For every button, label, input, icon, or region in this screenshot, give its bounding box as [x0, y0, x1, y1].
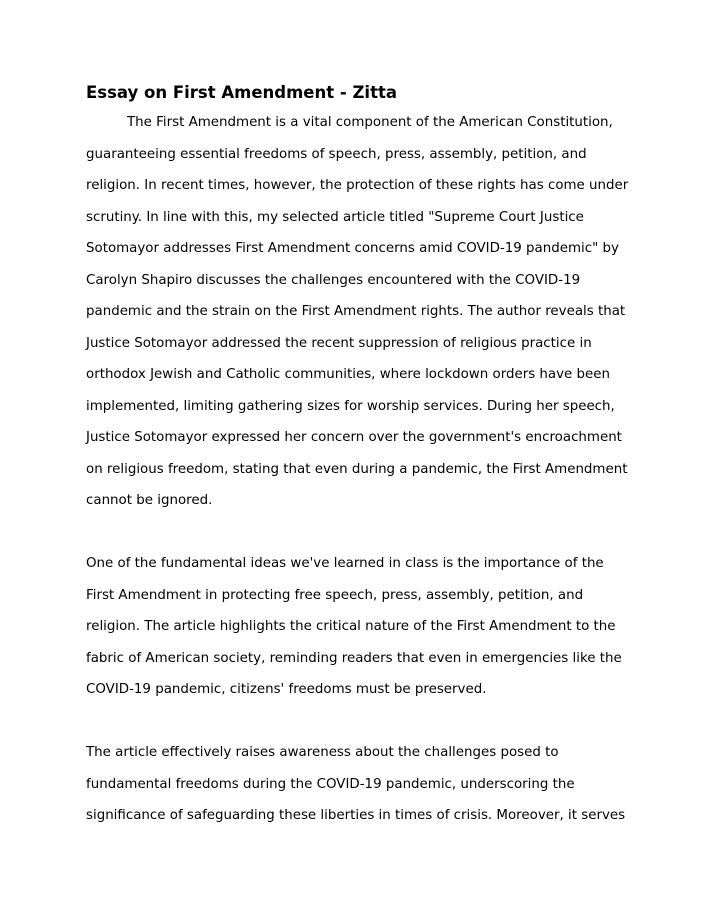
paragraph-spacer: [86, 706, 646, 738]
text-line: The article effectively raises awareness about the challenges posed to: [86, 745, 559, 760]
text-line: on religious freedom, stating that even during a pandemic, the First Amendment: [86, 461, 628, 477]
text-line: orthodox Jewish and Catholic communities, where lockdown orders have been: [86, 367, 611, 382]
text-line: implemented, limiting gathering sizes for worship services. During her speech,: [86, 398, 615, 414]
text-line: fabric of American society, reminding readers that even in emergencies like the: [86, 650, 622, 666]
text-line: guaranteeing essential freedoms of speech, press, assembly, petition, and: [86, 146, 587, 162]
text-line: COVID-19 pandemic, citizens' freedoms must be preserved.: [86, 682, 487, 697]
text-line: One of the fundamental ideas we've learned in class is the importance of the: [86, 556, 604, 571]
text-line: Justice Sotomayor expressed her concern over the government's encroachment: [86, 430, 622, 445]
text-line: scrutiny. In line with this, my selected article titled "Supreme Court Justice: [86, 209, 584, 225]
paragraph-2: [86, 548, 646, 706]
text-line: Justice Sotomayor addressed the recent suppression of religious practice in: [86, 335, 592, 351]
paragraph-spacer: [86, 517, 646, 549]
text-line: significance of safeguarding these liberties in times of crisis. Moreover, it serves: [86, 808, 626, 823]
text-line: The First Amendment is a vital component of the American Constitution,: [127, 115, 613, 130]
text-line: Sotomayor addresses First Amendment concerns amid COVID-19 pandemic" by: [86, 241, 619, 256]
document-page: [86, 82, 646, 832]
text-line: fundamental freedoms during the COVID-19 pandemic, underscoring the: [86, 776, 575, 792]
text-line: cannot be ignored.: [86, 493, 213, 508]
paragraph-3: [86, 737, 646, 832]
document-title: Essay on First Amendment - Zitta: [86, 83, 397, 102]
text-line: First Amendment in protecting free speech, press, assembly, petition, and: [86, 587, 584, 603]
text-line: pandemic and the strain on the First Amendment rights. The author reveals that: [86, 304, 626, 319]
text-line: religion. In recent times, however, the protection of these rights has come under: [86, 178, 629, 193]
text-line: religion. The article highlights the critical nature of the First Amendment to the: [86, 619, 616, 634]
paragraph-1: [86, 107, 646, 517]
text-line: Carolyn Shapiro discusses the challenges encountered with the COVID-19: [86, 272, 581, 288]
